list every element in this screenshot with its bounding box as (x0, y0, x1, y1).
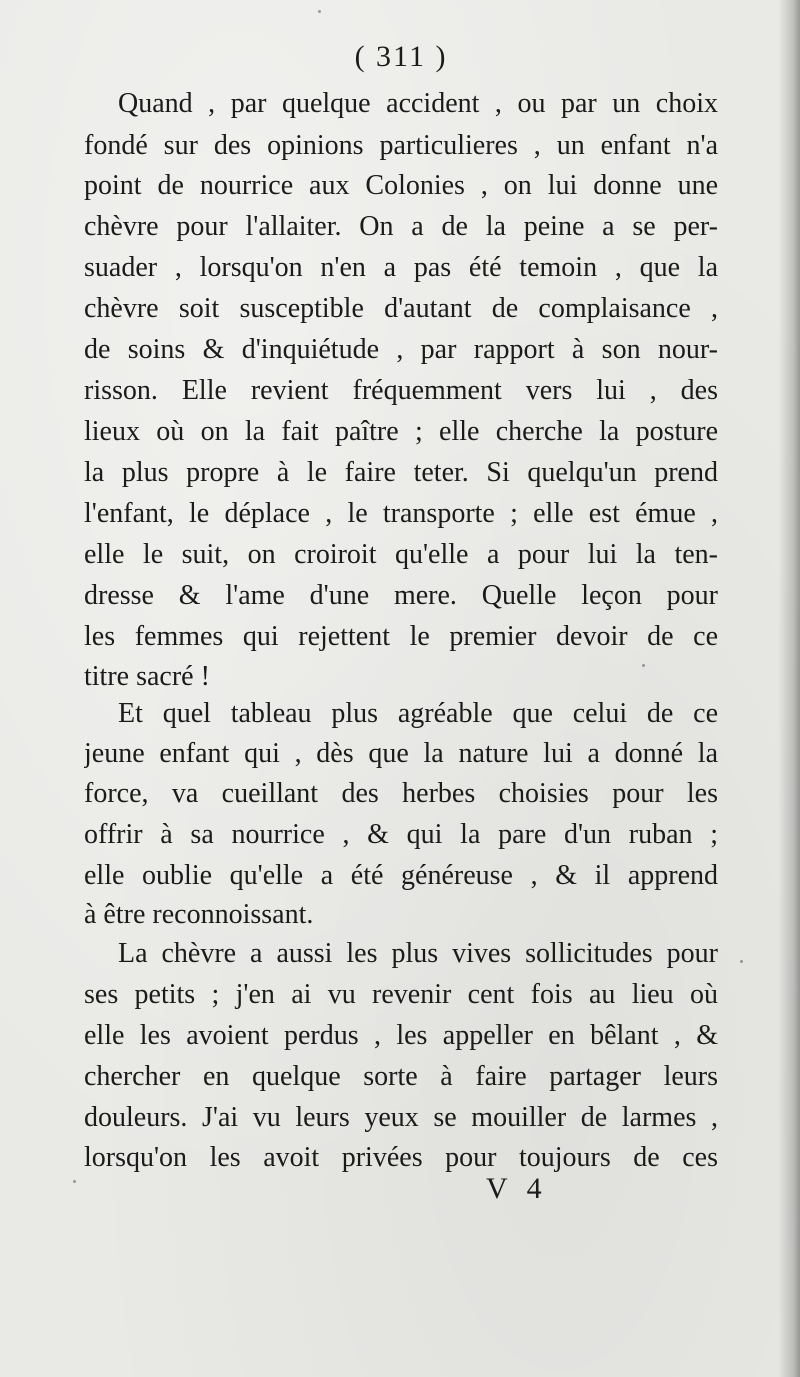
text-line: fondé sur des opinions particulieres , un enfant n'a (84, 130, 718, 161)
text-line: chèvre soit susceptible d'autant de complaisance , (84, 293, 718, 324)
text-line: à être reconnoissant. (84, 899, 314, 930)
page-edge-shadow (778, 0, 800, 1377)
text-line: lieux où on la fait paître ; elle cherche la posture (84, 416, 718, 447)
text-line: chèvre pour l'allaiter. On a de la peine a se per- (84, 211, 718, 242)
text-line: La chèvre a aussi les plus vives sollicitudes pour (118, 938, 718, 969)
text-line: suader , lorsqu'on n'en a pas été temoin , que la (84, 252, 718, 283)
text-line: Et quel tableau plus agréable que celui de ce (118, 698, 718, 729)
text-line: la plus propre à le faire teter. Si quelqu'un prend (84, 457, 718, 488)
text-line: force, va cueillant des herbes choisies pour les (84, 778, 718, 809)
paper-speck (740, 960, 743, 963)
text-line: chercher en quelque sorte à faire partager leurs (84, 1061, 718, 1092)
text-line: elle le suit, on croiroit qu'elle a pour lui la ten- (84, 539, 718, 570)
text-line: risson. Elle revient fréquemment vers lui , des (84, 375, 718, 406)
text-line: de soins & d'inquiétude , par rapport à son nour- (84, 334, 718, 365)
paper-speck (318, 10, 321, 13)
text-line: elle oublie qu'elle a été généreuse , & il apprend (84, 860, 718, 891)
page-number: ( 311 ) (354, 40, 448, 73)
text-line: douleurs. J'ai vu leurs yeux se mouiller de larmes , (84, 1102, 718, 1133)
paper-speck (73, 1180, 76, 1183)
text-line: ses petits ; j'en ai vu revenir cent fois au lieu où (84, 979, 718, 1010)
text-line: elle les avoient perdus , les appeller en bêlant , & (84, 1020, 718, 1051)
text-line: titre sacré ! (84, 661, 210, 692)
text-line: jeune enfant qui , dès que la nature lui a donné la (84, 738, 718, 769)
text-line: point de nourrice aux Colonies , on lui donne une (84, 170, 718, 201)
text-line: dresse & l'ame d'une mere. Quelle leçon pour (84, 580, 718, 611)
text-line: les femmes qui rejettent le premier devoir de ce (84, 621, 718, 652)
text-line: Quand , par quelque accident , ou par un choix (118, 88, 718, 119)
text-line: offrir à sa nourrice , & qui la pare d'un ruban ; (84, 819, 718, 850)
signature-mark: V 4 (486, 1172, 548, 1205)
text-line: lorsqu'on les avoit privées pour toujours de ces (84, 1142, 718, 1173)
text-line: l'enfant, le déplace , le transporte ; elle est émue , (84, 498, 718, 529)
